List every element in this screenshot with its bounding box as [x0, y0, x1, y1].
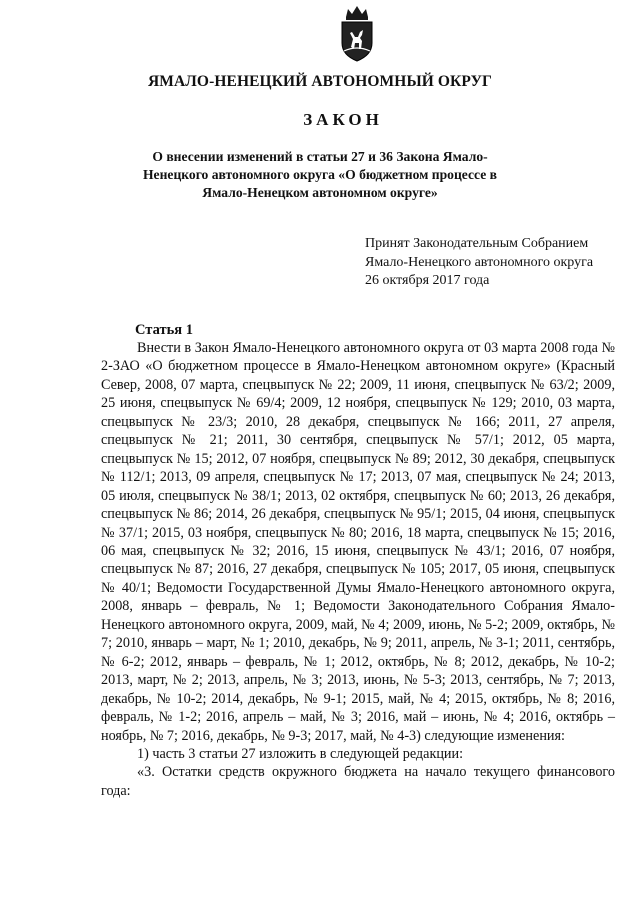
coat-of-arms-icon [334, 3, 380, 65]
law-title: О внесении изменений в статьи 27 и 36 Закона Ямало-Ненецкого автономного округа «О бюджетном процессе в Ямало-Ненецком автономном округе» [142, 149, 498, 200]
region-heading: ЯМАЛО-НЕНЕЦКИЙ АВТОНОМНЫЙ ОКРУГ [147, 73, 493, 90]
document-type: ЗАКОН [303, 110, 383, 129]
adoption-line: Принят Законодательным Собранием [365, 236, 589, 251]
article-heading: Статья 1 [135, 322, 193, 338]
article-intro-paragraph: Внести в Закон Ямало-Ненецкого автономного округа от 03 марта 2008 года № 2-ЗАО «О бюджетном процессе в Ямало-Ненецком автономном округе» (Красный Север, 2008, 07 марта, спецвыпуск № 22; 2009, 11 июня, спецвыпуск № 63/2; 2009, 25 июня, спецвыпуск № 69/4; 2009, 12 ноября, спецвыпуск № 129; 2010, 03 марта, спецвыпуск № 23/3; 2010, 28 декабря, спецвыпуск № 166; 2011, 27 апреля, спецвыпуск № 21; 2011, 30 сентября, спецвыпуск № 57/1; 2012, 05 марта, спецвыпуск № 15; 2012, 07 ноября, спецвыпуск № 89; 2012, 30 декабря, спецвыпуск № 112/1; 2013, 09 апреля, спецвыпуск № 17; 2013, 07 мая, спецвыпуск № 24; 2013, 05 июля, спецвыпуск № 38/1; 2013, 02 октября, спецвыпуск № 60; 2013, 26 декабря, спецвыпуск № 86; 2014, 26 декабря, спецвыпуск № 95/1; 2015, 04 июня, спецвыпуск № 37/1; 2015, 03 ноября, спецвыпуск № 80; 2016, 18 марта, спецвыпуск № 15; 2016, 06 мая, спецвыпуск № 32; 2016, 15 июня, спецвыпуск № 43/1; 2016, 07 ноября, спецвыпуск № 87; 2016, 27 декабря, спецвыпуск № 105; 2017, 05 июня, спецвыпуск № 40/1; Ведомости Государственной Думы Ямало-Ненецкого автономного округа, 2008, январь – февраль, № 1; Ведомости Законодательного Собрания Ямало-Ненецкого автономного округа, 2009, май, № 4; 2009, июнь, № 5-2; 2009, октябрь, № 7; 2010, январь – март, № 1; 2010, декабрь, № 9; 2011, апрель, № 3-1; 2011, сентябрь, № 6-2; 2012, январь – февраль, № 1; 2012, октябрь, № 8; 2012, декабрь, № 10-2; 2013, март, № 2; 2013, апрель, № 3; 2013, июнь, № 5-3; 2013, сентябрь, № 7; 2013, декабрь, № 10-2; 2014, декабрь, № 9-1; 2015, май, № 4; 2015, октябрь, № 8; 2016, февраль, № 1-2; 2016, апрель – май, № 3; 2016, май – июнь, № 4; 2016, октябрь – ноябрь, № 7; 2016, декабрь, № 9-3; 2017, май, № 4-3) следующие изменения: [101, 340, 615, 744]
amendment-quote: «3. Остатки средств окружного бюджета на начало текущего финансового года: [101, 764, 615, 799]
adoption-line: Ямало-Ненецкого автономного округа [365, 254, 594, 270]
adoption-date: 26 октября 2017 года [365, 273, 490, 288]
adoption-note [365, 235, 593, 291]
amendment-item: 1) часть 3 статьи 27 изложить в следующей редакции: [137, 745, 464, 762]
article-body [101, 339, 615, 800]
